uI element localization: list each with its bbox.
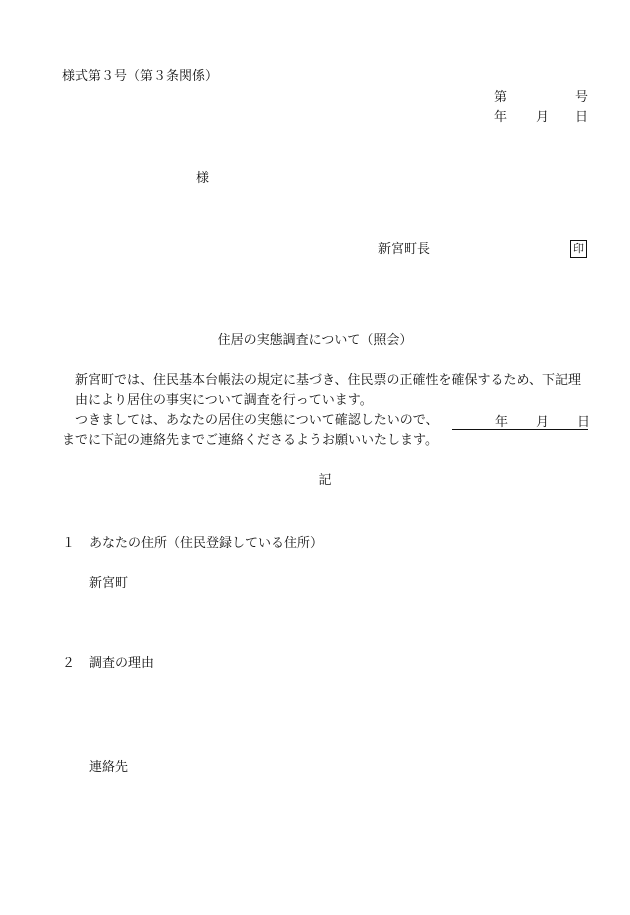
item-label: 調査の理由 xyxy=(89,656,155,671)
body-paragraph-2-end: までに下記の連絡先までご連絡くださるようお願いいたします。 xyxy=(62,433,438,448)
doc-number-prefix: 第 xyxy=(494,90,508,105)
doc-date-month: 月 xyxy=(536,110,550,125)
doc-date-day: 日 xyxy=(574,110,588,125)
item-address-value: 新宮町 xyxy=(89,576,129,591)
addressee-honorific: 様 xyxy=(196,171,210,186)
item-number: ２ xyxy=(62,656,76,671)
form-label: 様式第３号（第３条関係） xyxy=(62,69,219,84)
doc-number-suffix: 号 xyxy=(574,90,588,105)
deadline-month: 月 xyxy=(536,415,550,430)
contact-label: 連絡先 xyxy=(89,760,129,775)
sender-title: 新宮町長 xyxy=(378,242,431,257)
ki-heading: 記 xyxy=(318,473,332,488)
doc-date-year: 年 xyxy=(494,110,508,125)
item-number: １ xyxy=(62,536,76,551)
deadline-year: 年 xyxy=(495,415,509,430)
item-label: あなたの住所（住民登録している住所） xyxy=(89,536,324,551)
body-paragraph-2: つきましては、あなたの居住の実態について確認したいので、 xyxy=(75,413,439,428)
seal-stamp: 印 xyxy=(570,240,587,258)
document-subject: 住居の実態調査について（照会） xyxy=(217,333,413,348)
item-address xyxy=(62,535,323,553)
document-body xyxy=(62,371,590,451)
body-paragraph-1: 新宮町では、住民基本台帳法の規定に基づき、住民票の正確性を確保するため、下記理由により居住の事実について調査を行っています。 xyxy=(75,373,581,408)
deadline-day: 日 xyxy=(577,415,591,430)
item-reason xyxy=(62,655,154,673)
deadline-underline xyxy=(452,429,588,430)
